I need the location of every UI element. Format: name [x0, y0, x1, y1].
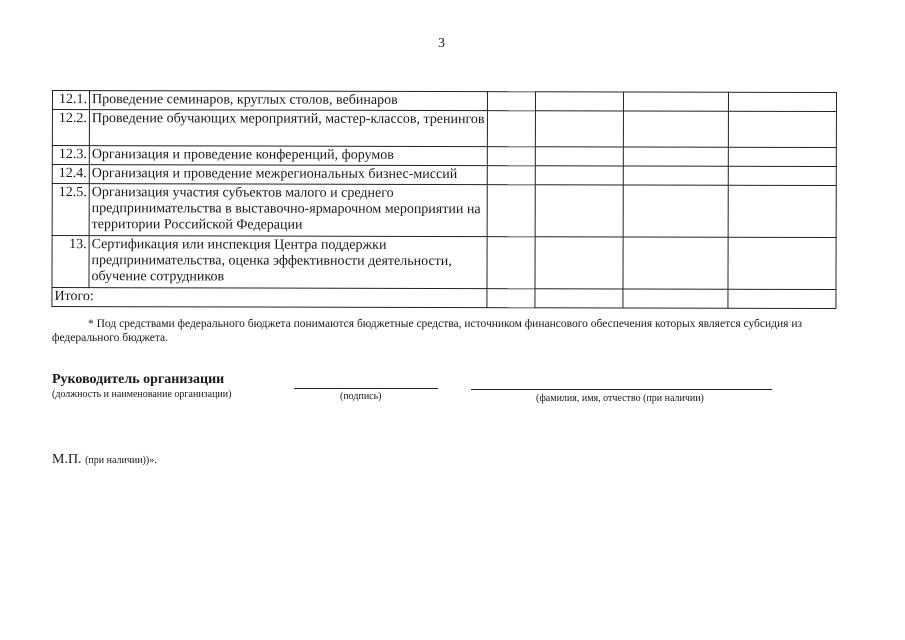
value-cell — [487, 111, 535, 147]
value-cell — [535, 147, 623, 166]
value-cell — [623, 289, 728, 308]
value-cell — [535, 185, 623, 237]
table-row — [52, 236, 836, 290]
stamp-note: (при наличии))». — [85, 455, 157, 466]
table-row — [52, 146, 836, 167]
signatory-title: Руководитель организации — [52, 372, 225, 387]
value-cell — [623, 147, 728, 166]
value-cell — [487, 289, 535, 308]
stamp-label: М.П. — [52, 452, 82, 467]
budget-table — [51, 90, 837, 309]
value-cell — [535, 166, 623, 185]
page-number: 3 — [438, 36, 445, 51]
value-cell — [535, 289, 623, 308]
value-cell — [728, 147, 836, 166]
total-label: Итого: — [52, 288, 487, 308]
row-label: Организация и проведение межрегиональных бизнес-миссий — [89, 165, 487, 185]
signature-line — [294, 388, 438, 389]
table-row — [52, 184, 836, 238]
value-cell — [487, 185, 535, 237]
name-line — [471, 389, 772, 390]
value-cell — [728, 111, 836, 147]
table-row — [52, 91, 836, 112]
row-number: 12.5. — [52, 184, 89, 236]
value-cell — [728, 92, 836, 111]
value-cell — [535, 111, 623, 147]
row-label: Организация и проведение конференций, форумов — [89, 146, 487, 166]
value-cell — [728, 289, 836, 308]
value-cell — [623, 166, 728, 185]
value-cell — [487, 147, 535, 166]
value-cell — [535, 92, 623, 111]
signature-caption: (подпись) — [340, 391, 382, 402]
row-label: Организация участия субъектов малого и среднего предпринимательства в выставочно-ярмарочном мероприятии на территории Российской Федерации — [89, 184, 487, 237]
row-number: 12.3. — [52, 146, 89, 165]
value-cell — [487, 92, 535, 111]
stamp-area — [52, 452, 157, 468]
value-cell — [623, 185, 728, 237]
row-number: 12.4. — [52, 165, 89, 184]
row-number: 12.1. — [52, 91, 89, 110]
table-row — [52, 165, 836, 186]
table-row — [52, 110, 836, 148]
value-cell — [487, 166, 535, 185]
row-number: 13. — [52, 236, 89, 288]
value-cell — [728, 237, 836, 289]
value-cell — [535, 237, 623, 289]
value-cell — [728, 166, 836, 185]
value-cell — [487, 237, 535, 289]
name-caption: (фамилия, имя, отчество (при наличии) — [536, 393, 704, 404]
value-cell — [623, 92, 728, 111]
row-number: 12.2. — [52, 110, 89, 146]
signatory-subtitle: (должность и наименование организации) — [52, 389, 232, 400]
footnote: * Под средствами федерального бюджета понимаются бюджетные средства, источником финансового обеспечения которых является субсидия из федерального бюджета. — [52, 318, 803, 344]
row-label: Сертификация или инспекция Центра поддержки предпринимательства, оценка эффективности деятельности, обучение сотрудников — [89, 236, 487, 289]
value-cell — [623, 237, 728, 289]
total-row — [52, 288, 836, 309]
row-label: Проведение семинаров, круглых столов, вебинаров — [89, 91, 487, 111]
row-label: Проведение обучающих мероприятий, мастер-классов, тренингов — [89, 110, 487, 147]
value-cell — [623, 111, 728, 147]
value-cell — [728, 185, 836, 237]
